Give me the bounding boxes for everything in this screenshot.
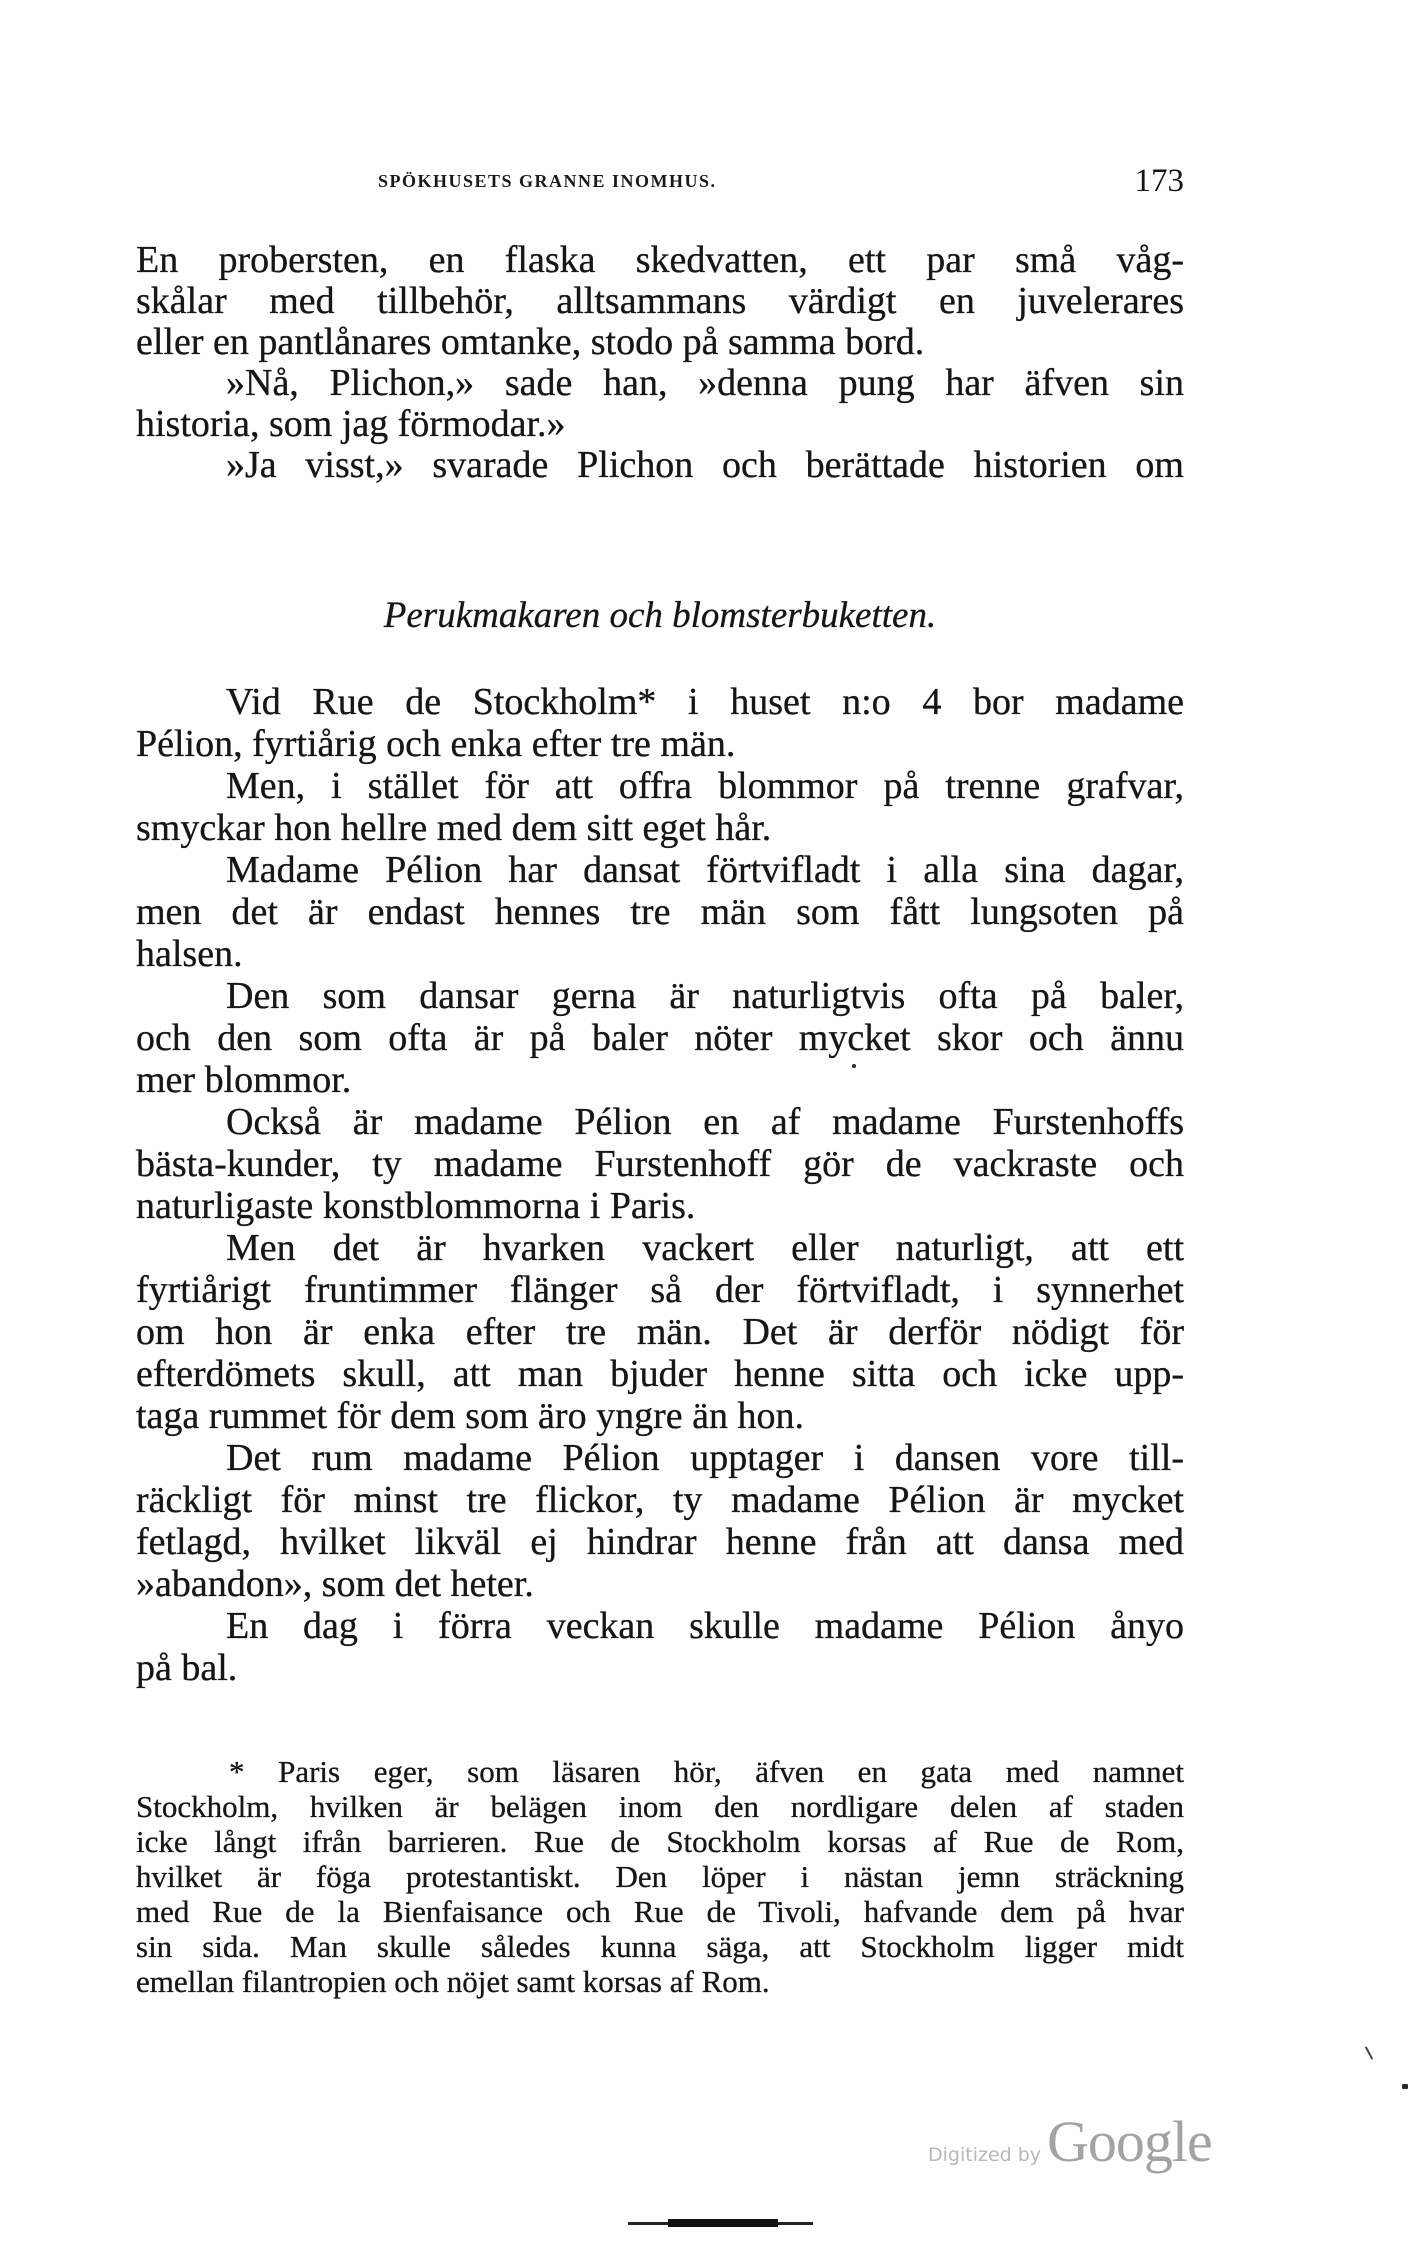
- text-line: Pélion, fyrtiårig och enka efter tre män.: [136, 723, 736, 765]
- paragraph: [136, 1437, 1184, 1605]
- paragraph: [136, 975, 1184, 1101]
- text-block-lower: [136, 681, 1184, 1689]
- text-line: räckligt för minst tre flickor, ty madame Pélion är mycket: [136, 1479, 1184, 1521]
- text-line: taga rummet för dem som äro yngre än hon.: [136, 1395, 804, 1437]
- paragraph: [136, 445, 1184, 486]
- paragraph: [136, 240, 1184, 363]
- text-line: En probersten, en flaska skedvatten, ett par små våg-: [136, 239, 1184, 281]
- text-line: och den som ofta är på baler nöter mycket skor och ännu: [136, 1017, 1184, 1059]
- text-line: på bal.: [136, 1647, 238, 1689]
- paragraph: [136, 1605, 1184, 1689]
- scan-speck: [1365, 2046, 1373, 2059]
- text-line: efterdömets skull, att man bjuder henne sitta och icke upp-: [136, 1353, 1184, 1395]
- paragraph: [136, 1101, 1184, 1227]
- text-line: En dag i förra veckan skulle madame Pélion ånyo: [226, 1605, 1184, 1647]
- text-line: »Nå, Plichon,» sade han, »denna pung har äfven sin: [226, 362, 1184, 404]
- text-line: Också är madame Pélion en af madame Furstenhoffs: [226, 1101, 1184, 1143]
- text-line: Det rum madame Pélion upptager i dansen vore till-: [226, 1437, 1184, 1479]
- footnote-line: icke långt ifrån barrieren. Rue de Stockholm korsas af Rue de Rom,: [136, 1824, 1184, 1859]
- page-number: 173: [1134, 163, 1184, 199]
- scan-speck: [1402, 2084, 1408, 2089]
- digitized-watermark: [928, 2108, 1212, 2175]
- footnote-line: emellan filantropien och nöjet samt korsas af Rom.: [136, 1964, 770, 1999]
- text-line: smyckar hon hellre med dem sitt eget hår.: [136, 807, 772, 849]
- text-block-upper: [136, 240, 1184, 486]
- paragraph: [136, 765, 1184, 849]
- text-line: men det är endast hennes tre män som fått lungsoten på: [136, 891, 1184, 933]
- text-line: halsen.: [136, 933, 243, 975]
- text-line: fetlagd, hvilket likväl ej hindrar henne från att dansa med: [136, 1521, 1184, 1563]
- scan-speck: [852, 1064, 856, 1068]
- text-line: Vid Rue de Stockholm* i huset n:o 4 bor madame: [226, 681, 1184, 723]
- paragraph: [136, 1227, 1184, 1437]
- text-line: naturligaste konstblommorna i Paris.: [136, 1185, 696, 1227]
- scan-edge-bar: [668, 2219, 778, 2227]
- text-line: eller en pantlånares omtanke, stodo på samma bord.: [136, 321, 925, 363]
- footnote-line: hvilket är föga protestantiskt. Den löper i nästan jemn sträckning: [136, 1859, 1184, 1894]
- text-line: Men det är hvarken vackert eller naturligt, att ett: [226, 1227, 1184, 1269]
- paragraph: [136, 363, 1184, 445]
- text-line: skålar med tillbehör, alltsammans värdigt en juvelerares: [136, 280, 1184, 322]
- text-line: »Ja visst,» svarade Plichon och berättade historien om: [226, 444, 1184, 486]
- digitized-by-label: Digitized by: [928, 2144, 1042, 2166]
- text-line: Madame Pélion har dansat förtvifladt i alla sina dagar,: [226, 849, 1184, 891]
- footnote: [136, 1754, 1184, 1999]
- section-title-block: [136, 595, 1184, 637]
- footnote-line: med Rue de la Bienfaisance och Rue de Tivoli, hafvande dem på hvar: [136, 1894, 1184, 1929]
- google-logo: Google: [1047, 2109, 1212, 2174]
- text-line: fyrtiårigt fruntimmer flänger så der förtvifladt, i synnerhet: [136, 1269, 1184, 1311]
- text-line: Den som dansar gerna är naturligtvis ofta på baler,: [226, 975, 1184, 1017]
- text-line: Men, i stället för att offra blommor på trenne grafvar,: [226, 765, 1184, 807]
- paragraph: [136, 681, 1184, 765]
- text-line: »abandon», som det heter.: [136, 1563, 534, 1605]
- text-line: historia, som jag förmodar.»: [136, 403, 566, 445]
- text-line: om hon är enka efter tre män. Det är derför nödigt för: [136, 1311, 1184, 1353]
- footnote-line: sin sida. Man skulle således kunna säga, att Stockholm ligger midt: [136, 1929, 1184, 1964]
- footnote-line: * Paris eger, som läsaren hör, äfven en gata med namnet: [229, 1754, 1184, 1789]
- paragraph: [136, 849, 1184, 975]
- section-title: Perukmakaren och blomsterbuketten.: [383, 595, 937, 636]
- text-line: mer blommor.: [136, 1059, 352, 1101]
- running-head: SPÖKHUSETS GRANNE INOMHUS.: [378, 171, 717, 191]
- footnote-line: Stockholm, hvilken är belägen inom den nordligare delen af staden: [136, 1789, 1184, 1824]
- text-line: bästa-kunder, ty madame Furstenhoff gör de vackraste och: [136, 1143, 1184, 1185]
